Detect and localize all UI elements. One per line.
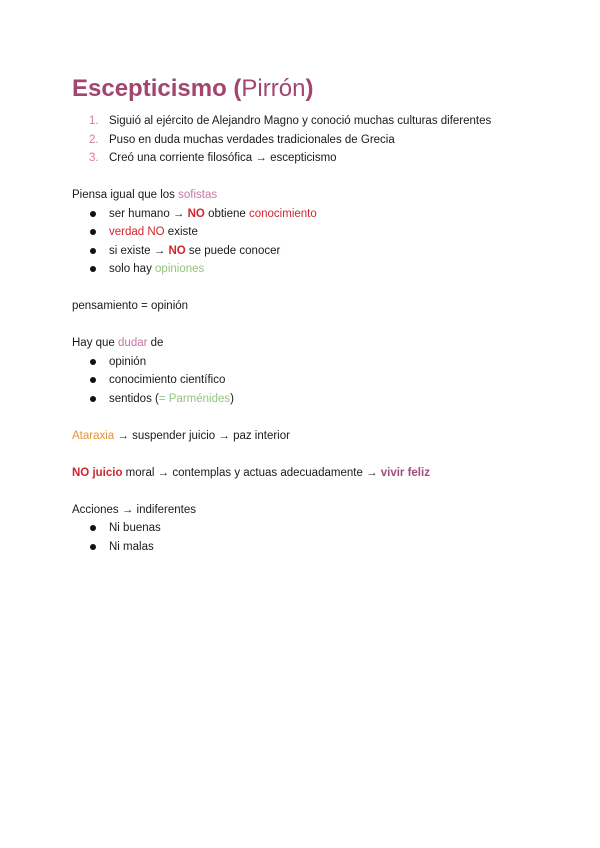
list-item bbox=[72, 223, 542, 242]
sofistas-highlight: sofistas bbox=[178, 189, 218, 201]
text-segment: = Parménides bbox=[158, 392, 231, 405]
list-item bbox=[72, 260, 542, 279]
text-segment: existe bbox=[164, 226, 198, 238]
bullet-dot-icon bbox=[90, 544, 96, 550]
list-item-text: Siguió al ejército de Alejandro Magno y conoció muchas culturas diferentes bbox=[109, 115, 492, 127]
ataraxia-paragraph bbox=[72, 427, 542, 446]
list-item bbox=[72, 538, 542, 557]
text-segment: se puede conocer bbox=[185, 244, 281, 257]
list-item-text: Creó una corriente filosófica → escepticismo bbox=[109, 152, 337, 164]
list-item bbox=[72, 205, 542, 224]
text-segment: conocimiento científico bbox=[109, 374, 226, 386]
bullet-dot-icon bbox=[90, 359, 96, 365]
acciones-paragraph: Acciones → indiferentes bbox=[72, 503, 197, 516]
document-page bbox=[72, 72, 542, 556]
text-segment: si existe → bbox=[109, 244, 169, 257]
numbered-list bbox=[72, 112, 542, 168]
bullet-dot-icon bbox=[90, 266, 96, 272]
text-segment: moral → contemplas y actuas adecuadamente → bbox=[122, 466, 381, 479]
text-segment: de bbox=[147, 337, 164, 349]
juicio-paragraph bbox=[72, 464, 542, 483]
bullet-dot-icon bbox=[90, 377, 96, 383]
bullet-dot-icon bbox=[90, 229, 96, 235]
list-number: 3. bbox=[89, 152, 99, 164]
juicio-highlight: NO juicio bbox=[72, 466, 123, 479]
text-segment: NO bbox=[168, 244, 186, 257]
title-name: Pirrón bbox=[241, 75, 306, 102]
list-number: 1. bbox=[89, 115, 99, 127]
page-title bbox=[72, 72, 542, 106]
sofistas-bullets bbox=[72, 205, 542, 279]
text-segment: Hay que bbox=[72, 337, 119, 349]
text-segment: opiniones bbox=[155, 263, 205, 275]
list-item bbox=[72, 371, 542, 390]
text-segment: solo hay bbox=[109, 263, 156, 275]
title-open-paren: ( bbox=[226, 75, 242, 102]
list-item-text: Puso en duda muchas verdades tradicionales de Grecia bbox=[109, 133, 395, 146]
text-segment: conocimiento bbox=[249, 207, 317, 220]
sofistas-lead: Piensa igual que los bbox=[72, 189, 179, 201]
list-item bbox=[72, 149, 542, 168]
list-item bbox=[72, 131, 542, 150]
title-close-paren: ) bbox=[305, 75, 314, 102]
text-segment: ser humano → bbox=[109, 207, 188, 220]
list-number: 2. bbox=[89, 133, 99, 146]
sofistas-paragraph bbox=[72, 186, 542, 205]
text-segment: verdad NO bbox=[109, 226, 165, 238]
text-segment: NO bbox=[187, 207, 205, 220]
text-segment: Ni buenas bbox=[109, 522, 161, 534]
list-item bbox=[72, 353, 542, 372]
text-segment: Ni malas bbox=[109, 540, 154, 553]
title-main: Escepticismo bbox=[72, 75, 227, 102]
vivir-feliz-highlight: vivir feliz bbox=[380, 466, 430, 479]
list-item bbox=[72, 519, 542, 538]
bullet-dot-icon bbox=[90, 211, 96, 217]
text-segment: opinión bbox=[109, 355, 147, 368]
acciones-bullets bbox=[72, 519, 542, 556]
list-item bbox=[72, 390, 542, 409]
bullet-dot-icon bbox=[90, 396, 96, 402]
text-segment: sentidos ( bbox=[109, 392, 159, 405]
dudar-paragraph bbox=[72, 334, 542, 353]
equation-paragraph: pensamiento = opinión bbox=[72, 300, 189, 312]
text-segment: obtiene bbox=[204, 207, 249, 220]
ataraxia-highlight: Ataraxia bbox=[72, 429, 115, 442]
list-item bbox=[72, 242, 542, 261]
text-segment: ) bbox=[230, 392, 234, 405]
dudar-bullets bbox=[72, 353, 542, 409]
list-item bbox=[72, 112, 542, 131]
text-segment: → suspender juicio → paz interior bbox=[114, 429, 290, 442]
bullet-dot-icon bbox=[90, 525, 96, 531]
bullet-dot-icon bbox=[90, 248, 96, 254]
dudar-highlight: dudar bbox=[118, 337, 148, 349]
